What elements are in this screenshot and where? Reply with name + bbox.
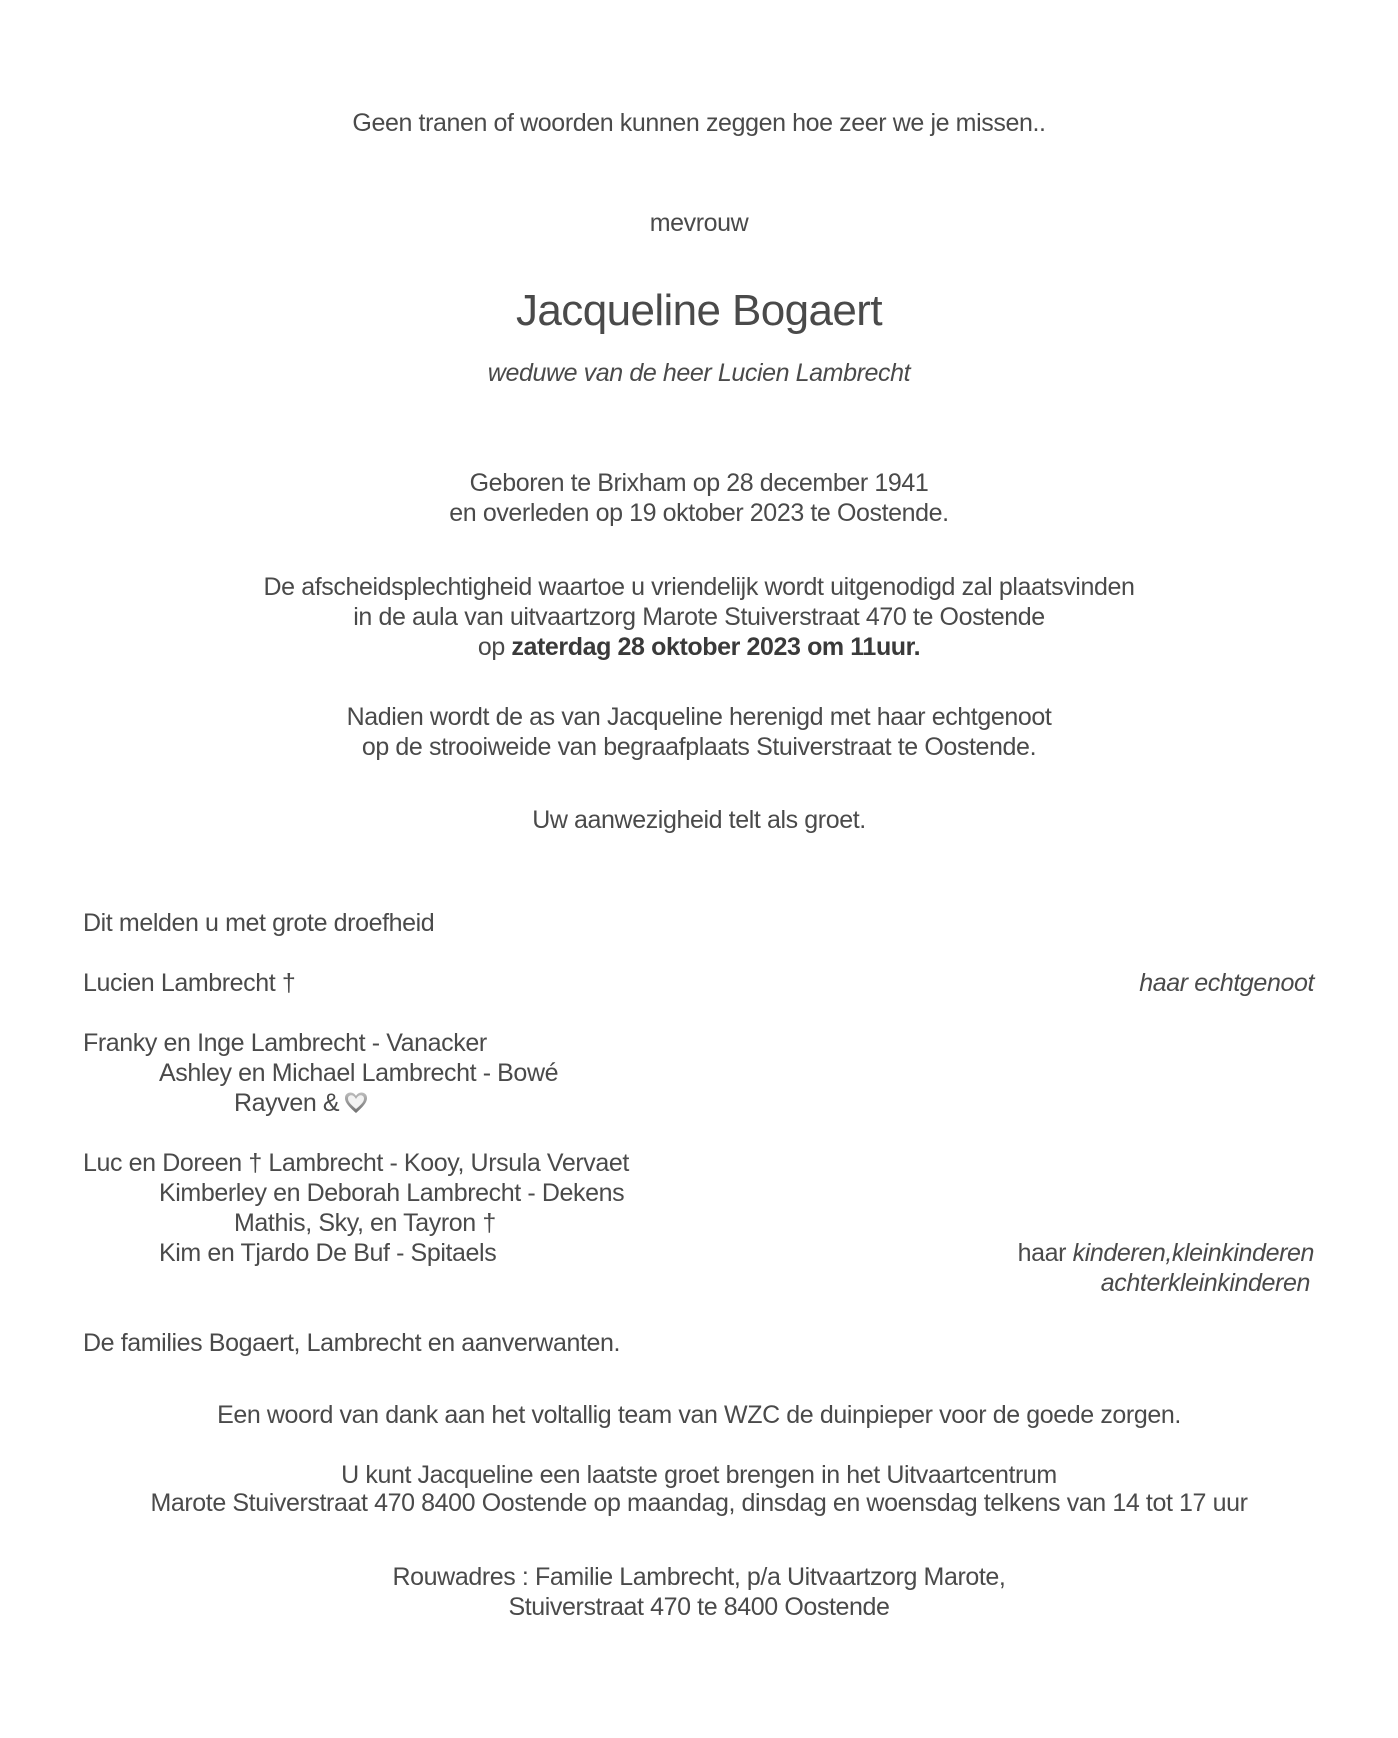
ashes-line-2: op de strooiweide van begraafplaats Stuiverstraat te Oostende. (361, 733, 1037, 761)
birth-line: Geboren te Brixham op 28 december 1941 (469, 469, 929, 497)
title-prefix: mevrouw (649, 209, 749, 237)
children-relation-prefix: haar (1017, 1239, 1073, 1267)
ashes-line-1: Nadien wordt de as van Jacqueline herenigd met haar echtgenoot (346, 703, 1052, 731)
spouse-name: Lucien Lambrecht † (83, 969, 296, 997)
family-member: Franky en Inge Lambrecht - Vanacker (83, 1029, 487, 1057)
presence-note: Uw aanwezigheid telt als groet. (532, 806, 866, 834)
widow-of: weduwe van de heer Lucien Lambrecht (487, 359, 911, 387)
deceased-name: Jacqueline Bogaert (516, 286, 882, 335)
great-grandchildren-relation: achterkleinkinderen (1100, 1269, 1310, 1297)
ceremony-line-1: De afscheidsplechtigheid waartoe u vriendelijk wordt uitgenodigd zal plaatsvinden (263, 573, 1135, 601)
death-line: en overleden op 19 oktober 2023 te Oostende. (449, 499, 949, 527)
ceremony-line-2: in de aula van uitvaartzorg Marote Stuiverstraat 470 te Oostende (353, 603, 1045, 631)
children-relation-italic: kinderen,kleinkinderen (1072, 1239, 1314, 1267)
ceremony-date: zaterdag 28 oktober 2023 om 11uur. (511, 633, 921, 661)
family-member-with-heart (234, 1088, 369, 1122)
families-line: De families Bogaert, Lambrecht en aanverwanten. (83, 1329, 621, 1357)
thanks-note: Een woord van dank aan het voltallig team van WZC de duinpieper voor de goede zorgen. (217, 1401, 1181, 1429)
heart-icon (343, 1091, 369, 1122)
children-relation (1018, 1238, 1314, 1268)
family-member: Kimberley en Deborah Lambrecht - Dekens (159, 1179, 625, 1207)
epigraph: Geen tranen of woorden kunnen zeggen hoe zeer we je missen.. (352, 109, 1046, 137)
visitation-line-2: Marote Stuiverstraat 470 8400 Oostende op maandag, dinsdag en woensdag telkens van 14 tot 17 uur (150, 1489, 1248, 1517)
family-member: Rayven & (234, 1089, 340, 1117)
family-member: Ashley en Michael Lambrecht - Bowé (159, 1059, 559, 1087)
family-member: Luc en Doreen † Lambrecht - Kooy, Ursula Vervaet (83, 1149, 629, 1177)
ceremony-date-prefix: op (477, 633, 512, 661)
spouse-relation: haar echtgenoot (1139, 969, 1314, 997)
ceremony-date-line (0, 632, 1398, 662)
mourning-address-line-2: Stuiverstraat 470 te 8400 Oostende (508, 1593, 890, 1621)
family-member: Kim en Tjardo De Buf - Spitaels (159, 1239, 497, 1267)
announcement-intro: Dit melden u met grote droefheid (83, 909, 435, 937)
family-member: Mathis, Sky, en Tayron † (234, 1209, 496, 1237)
visitation-line-1: U kunt Jacqueline een laatste groet brengen in het Uitvaartcentrum (341, 1461, 1057, 1489)
mourning-address-line-1: Rouwadres : Familie Lambrecht, p/a Uitvaartzorg Marote, (392, 1563, 1006, 1591)
